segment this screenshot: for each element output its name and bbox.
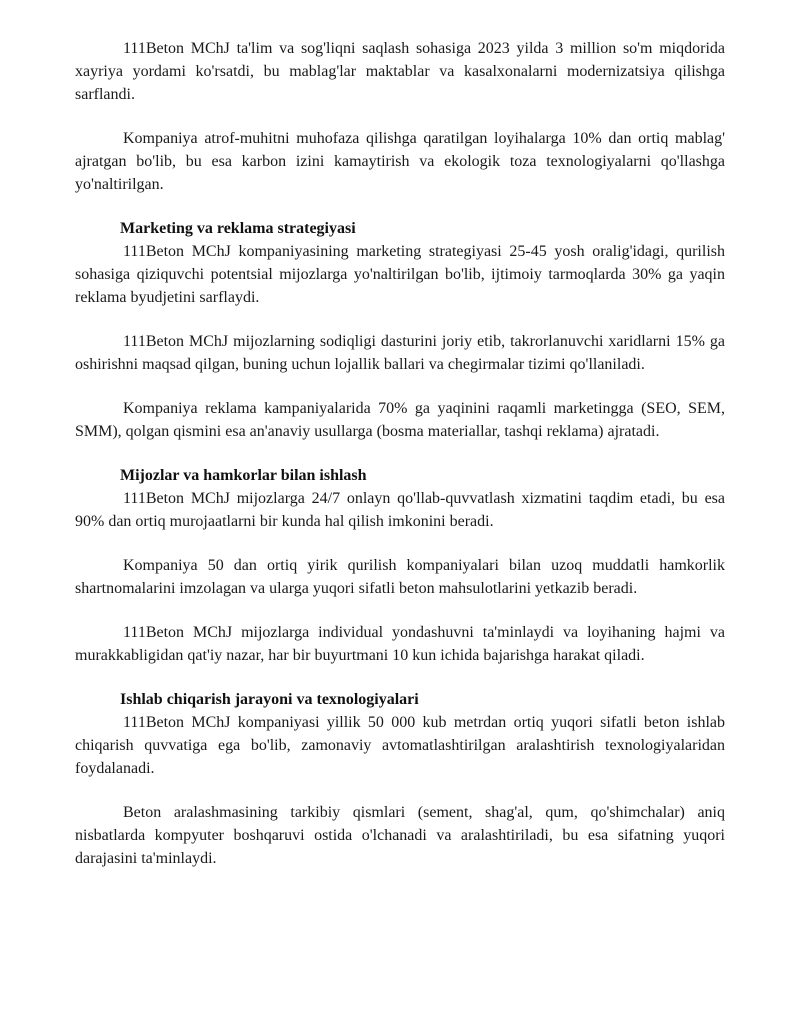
paragraph-digital-marketing: Kompaniya reklama kampaniyalarida 70% ga yaqinini raqamli marketingga (SEO, SEM, SMM), qolgan qismini esa an'anaviy usullarga (bosma materiallar, tashqi reklama) ajratadi. xyxy=(75,400,725,440)
paragraph-online-support: 111Beton MChJ mijozlarga 24/7 onlayn qo'llab-quvvatlash xizmatini taqdim etadi, bu esa 90% dan ortiq murojaatlarni bir kunda hal qilish imkonini beradi. xyxy=(75,490,725,530)
heading-marketing: Marketing va reklama strategiyasi xyxy=(120,220,356,237)
heading-production: Ishlab chiqarish jarayoni va texnologiyalari xyxy=(120,691,419,708)
heading-clients-partners: Mijozlar va hamkorlar bilan ishlash xyxy=(120,467,367,484)
paragraph-individual-approach: 111Beton MChJ mijozlarga individual yondashuvni ta'minlaydi va loyihaning hajmi va murakkabligidan qat'iy nazar, har bir buyurtmani 10 kun ichida bajarishga harakat qiladi. xyxy=(75,624,725,664)
paragraph-marketing-strategy: 111Beton MChJ kompaniyasining marketing strategiyasi 25-45 yosh oralig'idagi, qurilish sohasiga qiziquvchi potentsial mijozlarga yo'naltirilgan bo'lib, ijtimoiy tarmoqlarda 30% ga yaqin reklama byudjetini sarflaydi. xyxy=(75,243,725,306)
paragraph-mix-components: Beton aralashmasining tarkibiy qismlari (sement, shag'al, qum, qo'shimchalar) aniq nisbatlarda kompyuter boshqaruvi ostida o'lchanadi va aralashtiriladi, bu esa sifatning yuqori darajasini ta'minlaydi. xyxy=(75,804,725,867)
paragraph-environment: Kompaniya atrof-muhitni muhofaza qilishga qaratilgan loyihalarga 10% dan ortiq mablag' ajratgan bo'lib, bu esa karbon izini kamaytirish va ekologik toza texnologiyalarni qo'llashga yo'naltirilgan. xyxy=(75,130,725,193)
paragraph-production-capacity: 111Beton MChJ kompaniyasi yillik 50 000 kub metrdan ortiq yuqori sifatli beton ishlab chiqarish quvvatiga ega bo'lib, zamonaviy avtomatlashtirilgan aralashtirish texnologiyalaridan foydalanadi. xyxy=(75,714,725,777)
document-page xyxy=(75,37,725,891)
paragraph-charity: 111Beton MChJ ta'lim va sog'liqni saqlash sohasiga 2023 yilda 3 million so'm miqdorida xayriya yordami ko'rsatdi, bu mablag'lar maktablar va kasalxonalarni modernizatsiya qilishga sarflandi. xyxy=(75,40,725,103)
paragraph-loyalty-program: 111Beton MChJ mijozlarning sodiqligi dasturini joriy etib, takrorlanuvchi xaridlarni 15% ga oshirishni maqsad qilgan, buning uchun lojallik ballari va chegirmalar tizimi qo'llaniladi. xyxy=(75,333,725,373)
paragraph-partnerships: Kompaniya 50 dan ortiq yirik qurilish kompaniyalari bilan uzoq muddatli hamkorlik shartnomalarini imzolagan va ularga yuqori sifatli beton mahsulotlarini yetkazib beradi. xyxy=(75,557,725,597)
